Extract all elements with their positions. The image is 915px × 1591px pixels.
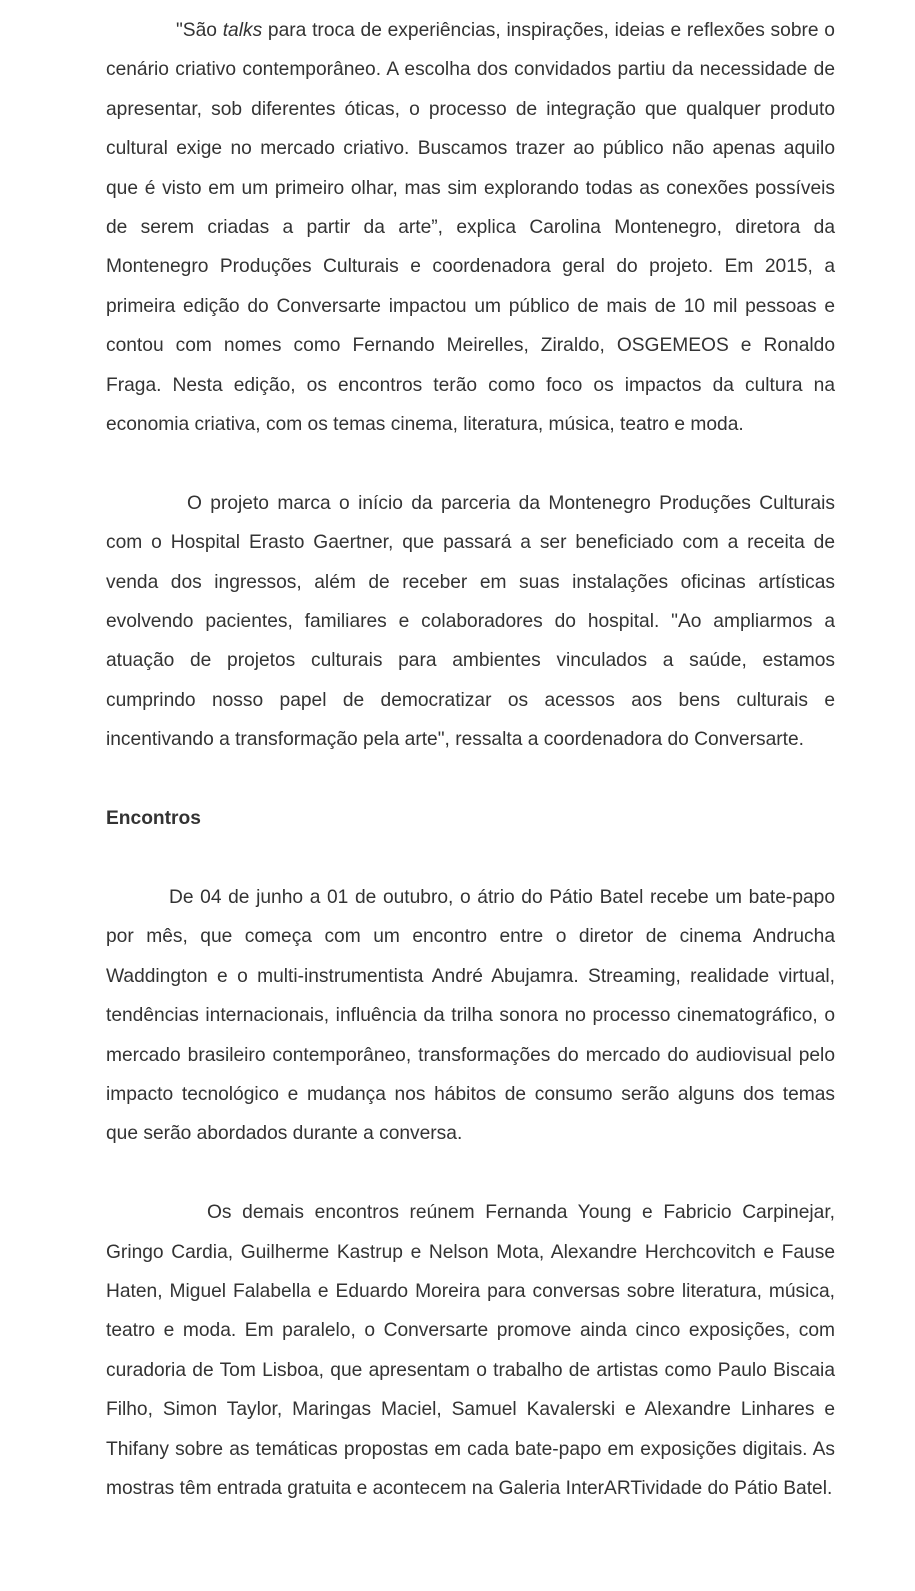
paragraph-talks-quote xyxy=(106,11,835,444)
paragraph-encontros-schedule: De 04 de junho a 01 de outubro, o átrio do Pátio Batel recebe um bate-papo por mês, que começa com um encontro entre o diretor de cinema Andrucha Waddington e o multi-instrumentista André Abujamra. Streaming, realidade virtual, tendências internacionais, influência da trilha sonora no processo cinematográfico, o mercado brasileiro contemporâneo, transformações do mercado do audiovisual pelo impacto tecnológico e mudança nos hábitos de consumo serão alguns dos temas que serão abordados durante a conversa. xyxy=(106,886,835,1145)
section-heading-encontros: Encontros xyxy=(106,808,201,830)
paragraph-talks-quote-rest: para troca de experiências, inspirações, ideias e reflexões sobre o cenário criativo contemporâneo. A escolha dos convidados partiu da necessidade de apresentar, sob diferentes óticas, o processo de integração que qualquer produto cultural exige no mercado criativo. Buscamos trazer ao público não apenas aquilo que é visto em um primeiro olhar, mas sim explorando todas as conexões possíveis de serem criadas a partir da arte”, explica Carolina Montenegro, diretora da Montenegro Produções Culturais e coordenadora geral do projeto. Em 2015, a primeira edição do Conversarte impactou um público de mais de 10 mil pessoas e contou com nomes como Fernando Meirelles, Ziraldo, OSGEMEOS e Ronaldo Fraga. Nesta edição, os encontros terão como foco os impactos da cultura na economia criativa, com os temas cinema, literatura, música, teatro e moda. xyxy=(106,20,835,436)
italic-talks: talks xyxy=(222,20,263,41)
paragraph-talks-quote-start: "São xyxy=(176,20,223,41)
paragraph-other-encounters: Os demais encontros reúnem Fernanda Young e Fabricio Carpinejar, Gringo Cardia, Guilherme Kastrup e Nelson Mota, Alexandre Herchcovitch e Fause Haten, Miguel Falabella e Eduardo Moreira para conversas sobre literatura, música, teatro e moda. Em paralelo, o Conversarte promove ainda cinco exposições, com curadoria de Tom Lisboa, que apresentam o trabalho de artistas como Paulo Biscaia Filho, Simon Taylor, Maringas Maciel, Samuel Kavalerski e Alexandre Linhares e Thifany sobre as temáticas propostas em cada bate-papo em exposições digitais. As mostras têm entrada gratuita e acontecem na Galeria InterARTividade do Pátio Batel. xyxy=(106,1202,835,1499)
article-body xyxy=(106,11,835,1508)
paragraph-hospital-partnership: O projeto marca o início da parceria da Montenegro Produções Culturais com o Hospital Erasto Gaertner, que passará a ser beneficiado com a receita de venda dos ingressos, além de receber em suas instalações oficinas artísticas evolvendo pacientes, familiares e colaboradores do hospital. "Ao ampliarmos a atuação de projetos culturais para ambientes vinculados a saúde, estamos cumprindo nosso papel de democratizar os acessos aos bens culturais e incentivando a transformação pela arte", ressalta a coordenadora do Conversarte. xyxy=(106,492,835,751)
